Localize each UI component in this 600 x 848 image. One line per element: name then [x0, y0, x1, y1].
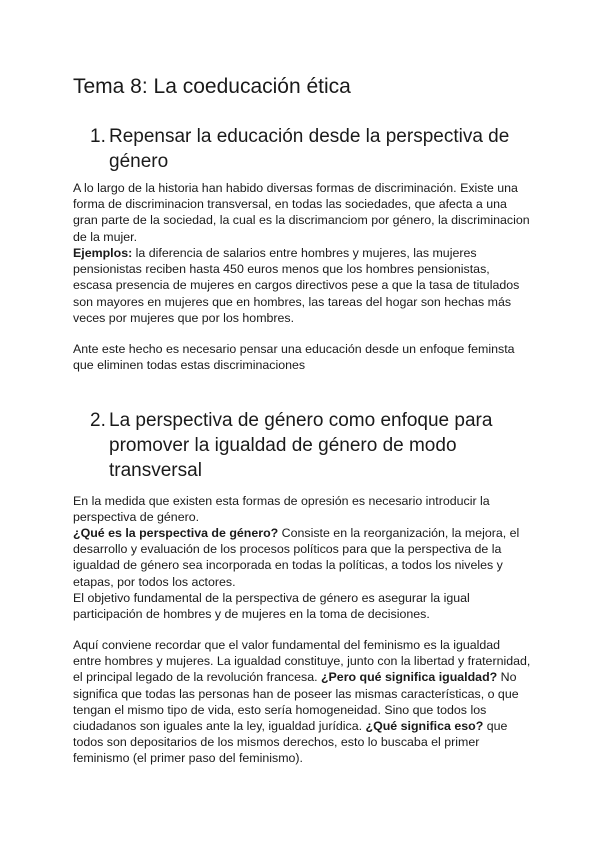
definition-answer: Consiste en la reorganización, la mejora, el desarrollo y evaluación de los procesos políticos para que la perspectiva de la igualdad de género sea incorporada en todas la políticas, a todos los niveles y etapas, por todos los actores.	[73, 526, 520, 589]
section-heading-2	[90, 408, 530, 483]
examples-text: la diferencia de salarios entre hombres y mujeres, las mujeres pensionistas reciben hasta 450 euros menos que los hombres pensionistas, escasa presencia de mujeres en cargos directivos pese a que la tasa de titulados son mayores en mujeres que en hombres, las tareas del hogar son hechas más veces por mujeres que por los hombres.	[73, 246, 520, 325]
section-heading-text: Repensar la educación desde la perspectiva de género	[109, 126, 510, 172]
equality-question-a: ¿Pero qué significa igualdad?	[320, 670, 498, 685]
examples-label: Ejemplos:	[73, 246, 133, 260]
section-number: 1.	[90, 126, 106, 147]
equality-text-b: No significa que todas las personas han de poseer las mismas características, o que tengan el mismo tipo de vida, esto sería homogeneidad. Sino que todos los ciudadanos son iguales ante la ley, igualdad jurídica.	[73, 670, 519, 734]
section-number: 2.	[90, 410, 106, 431]
equality-text-c: que todos son depositarios de los mismos derechos, esto lo buscaba el primer feminismo (el primer paso del feminismo).	[73, 719, 508, 766]
section-1-conclusion: Ante este hecho es necesario pensar una educación desde un enfoque feminsta que eliminen todas estas discriminaciones	[73, 342, 515, 373]
section-2-equality-paragraph	[73, 637, 531, 767]
definition-question: ¿Qué es la perspectiva de género?	[73, 526, 279, 540]
document-title: Tema 8: La coeducación ética	[73, 75, 351, 98]
section-2-intro: En la medida que existen esta formas de opresión es necesario introducir la perspectiva de género.	[73, 494, 490, 525]
equality-text-a: Aquí conviene recordar que el valor fundamental del feminismo es la igualdad entre hombres y mujeres. La igualdad constituye, junto con la libertad y fraternidad, el principal legado de la revolución francesa.	[73, 638, 531, 685]
section-heading-text: La perspectiva de género como enfoque para promover la igualdad de género de modo transversal	[109, 410, 493, 481]
equality-question-b: ¿Qué significa eso?	[365, 719, 484, 734]
section-2-definition	[73, 525, 531, 590]
section-heading-1	[90, 124, 530, 174]
section-1-intro: A lo largo de la historia han habido diversas formas de discriminación. Existe una forma de discriminacion transversal, en todas las sociedades, que afecta a una gran parte de la sociedad, la cual es la discrimanciom por género, la discriminacion de la mujer.	[73, 181, 530, 244]
section-2-objective: El objetivo fundamental de la perspectiva de género es asegurar la igual participación de hombres y de mujeres en la toma de decisiones.	[73, 591, 470, 622]
section-1-examples	[73, 245, 531, 326]
